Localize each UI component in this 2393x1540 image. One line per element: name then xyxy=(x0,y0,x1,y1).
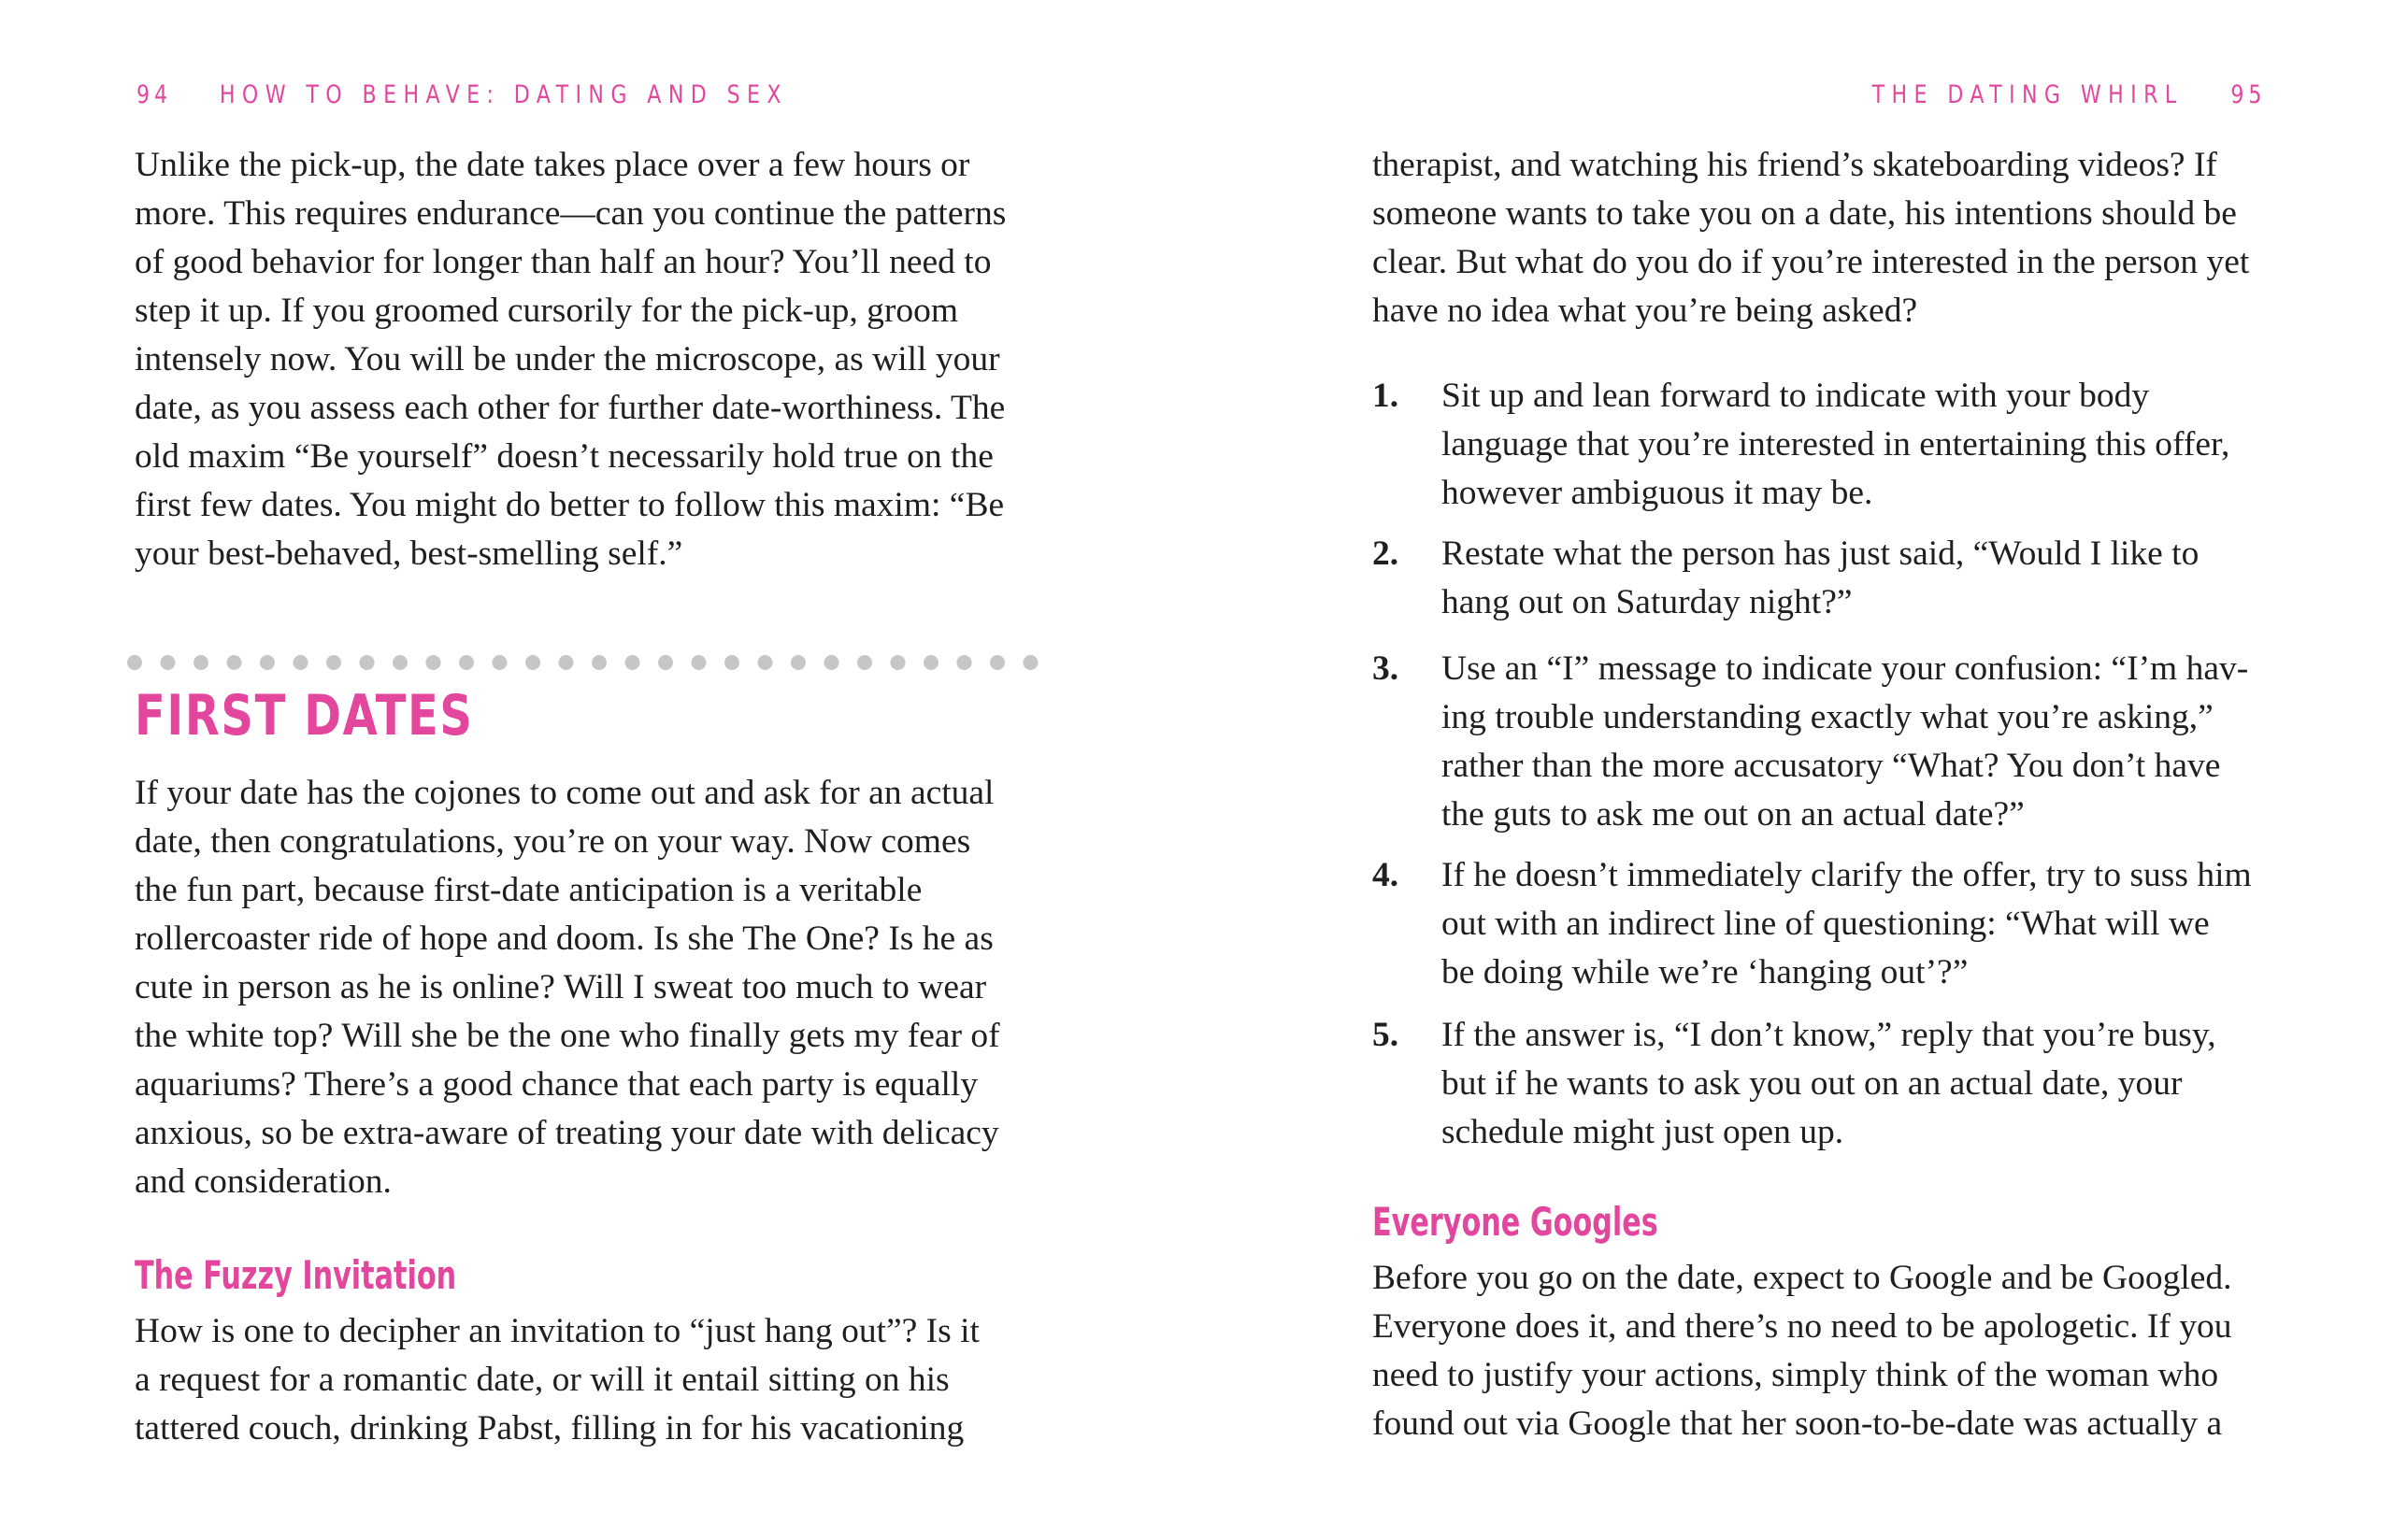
divider-dot xyxy=(426,655,441,670)
step-number: 2. xyxy=(1372,535,1399,573)
divider-dot xyxy=(161,655,176,670)
divider-dot xyxy=(193,655,208,670)
step-text xyxy=(1441,530,2199,627)
text-line: Everyone does it, and there’s no need to be apologetic. If you xyxy=(1372,1307,2232,1346)
text-line: intensely now. You will be under the microscope, as will your xyxy=(135,340,1000,378)
divider-dot xyxy=(227,655,242,670)
text-line: of good behavior for longer than half an hour? You’ll need to xyxy=(135,243,992,281)
text-line: a request for a romantic date, or will it entail sitting on his xyxy=(135,1361,950,1399)
text-line: If the answer is, “I don’t know,” reply that you’re busy, xyxy=(1441,1016,2216,1054)
text-line: If your date has the cojones to come out and ask for an actual xyxy=(135,774,995,812)
right-intro-paragraph xyxy=(1372,141,2249,335)
text-line: be doing while we’re ‘hanging out’?” xyxy=(1441,953,1969,991)
step-text xyxy=(1441,645,2248,839)
text-line: someone wants to take you on a date, his intentions should be xyxy=(1372,194,2237,233)
divider-dot xyxy=(260,655,275,670)
subhead-everyone-googles: Everyone Googles xyxy=(1372,1199,1658,1245)
text-line: however ambiguous it may be. xyxy=(1441,474,1873,512)
text-line: the fun part, because first-date anticipation is a veritable xyxy=(135,871,923,909)
divider-dot xyxy=(525,655,540,670)
text-line: Restate what the person has just said, “Would I like to xyxy=(1441,535,2200,573)
step-text xyxy=(1441,1011,2216,1157)
left-page xyxy=(0,0,1196,1540)
left-running-head-title: HOW TO BEHAVE: DATING AND SEX xyxy=(219,80,788,109)
text-line: but if he wants to ask you out on an actual date, your xyxy=(1441,1064,2183,1103)
text-line: more. This requires endurance—can you continue the patterns xyxy=(135,194,1007,233)
divider-dot xyxy=(824,655,839,670)
text-line: rather than the more accusatory “What? You don’t have xyxy=(1441,747,2221,785)
right-running-head xyxy=(1871,80,2266,109)
text-line: Use an “I” message to indicate your confusion: “I’m hav- xyxy=(1441,649,2249,688)
text-line: found out via Google that her soon-to-be-date was actually a xyxy=(1372,1405,2223,1443)
step-text xyxy=(1441,851,2252,997)
divider-dot xyxy=(294,655,308,670)
text-line: rollercoaster ride of hope and doom. Is she The One? Is he as xyxy=(135,920,994,958)
text-line: date, then congratulations, you’re on your way. Now comes xyxy=(135,822,971,861)
divider-dot xyxy=(1024,655,1039,670)
step-number: 4. xyxy=(1372,856,1399,894)
everyone-googles-paragraph xyxy=(1372,1254,2232,1448)
first-dates-paragraph xyxy=(135,769,1000,1206)
divider-dot xyxy=(360,655,375,670)
text-line: first few dates. You might do better to follow this maxim: “Be xyxy=(135,486,1005,524)
left-intro-paragraph xyxy=(135,141,1006,578)
divider-dot xyxy=(559,655,574,670)
right-page-number: 95 xyxy=(2229,80,2266,109)
right-page xyxy=(1196,0,2393,1540)
divider-dot xyxy=(724,655,739,670)
divider-dot xyxy=(625,655,640,670)
divider-dot xyxy=(493,655,508,670)
text-line: the white top? Will she be the one who finally gets my fear of xyxy=(135,1017,1000,1055)
text-line: cute in person as he is online? Will I sweat too much to wear xyxy=(135,968,987,1006)
text-line: the guts to ask me out on an actual date?” xyxy=(1441,795,2025,834)
divider-dot xyxy=(857,655,872,670)
left-page-number: 94 xyxy=(136,80,173,109)
step-number: 1. xyxy=(1372,377,1399,415)
text-line: How is one to decipher an invitation to “just hang out”? Is it xyxy=(135,1312,980,1350)
list-item xyxy=(1372,372,2229,518)
text-line: clear. But what do you do if you’re interested in the person yet xyxy=(1372,243,2250,281)
text-line: and consideration. xyxy=(135,1162,392,1201)
divider-dot xyxy=(891,655,906,670)
right-running-head-title: THE DATING WHIRL xyxy=(1871,80,2184,109)
divider-dot xyxy=(924,655,939,670)
fuzzy-invitation-paragraph xyxy=(135,1307,980,1453)
divider-dot xyxy=(459,655,474,670)
divider-dot xyxy=(326,655,341,670)
list-item xyxy=(1372,530,2199,627)
text-line: ing trouble understanding exactly what you’re asking,” xyxy=(1441,698,2214,736)
text-line: your best-behaved, best-smelling self.” xyxy=(135,535,683,573)
step-number: 5. xyxy=(1372,1016,1399,1054)
text-line: step it up. If you groomed cursorily for the pick-up, groom xyxy=(135,292,959,330)
subhead-fuzzy-invitation: The Fuzzy Invitation xyxy=(135,1252,457,1298)
list-item xyxy=(1372,1011,2216,1157)
text-line: tattered couch, drinking Pabst, filling in for his vacationing xyxy=(135,1409,965,1447)
divider-dot xyxy=(658,655,673,670)
list-item xyxy=(1372,851,2252,997)
text-line: language that you’re interested in entertaining this offer, xyxy=(1441,425,2230,463)
step-text xyxy=(1441,372,2229,518)
text-line: If he doesn’t immediately clarify the offer, try to suss him xyxy=(1441,856,2252,894)
text-line: hang out on Saturday night?” xyxy=(1441,583,1853,621)
text-line: schedule might just open up. xyxy=(1441,1113,1844,1151)
divider-dot xyxy=(758,655,773,670)
text-line: date, as you assess each other for further date-worthiness. The xyxy=(135,389,1006,427)
text-line: have no idea what you’re being asked? xyxy=(1372,292,1918,330)
text-line: aquariums? There’s a good chance that each party is equally xyxy=(135,1065,979,1104)
divider-dot xyxy=(692,655,707,670)
divider-dot xyxy=(990,655,1005,670)
text-line: old maxim “Be yourself” doesn’t necessarily hold true on the xyxy=(135,437,994,476)
divider-dot xyxy=(592,655,607,670)
divider-dot xyxy=(127,655,142,670)
section-title-first-dates: FIRST DATES xyxy=(135,683,474,749)
text-line: out with an indirect line of questioning: “What will we xyxy=(1441,905,2210,943)
divider-dot xyxy=(957,655,972,670)
text-line: Before you go on the date, expect to Google and be Googled. xyxy=(1372,1259,2232,1297)
dotted-divider xyxy=(127,653,1049,672)
step-number: 3. xyxy=(1372,649,1399,688)
list-item xyxy=(1372,645,2248,839)
left-running-head xyxy=(136,80,788,109)
text-line: anxious, so be extra-aware of treating your date with delicacy xyxy=(135,1114,999,1152)
divider-dot xyxy=(393,655,408,670)
text-line: therapist, and watching his friend’s skateboarding videos? If xyxy=(1372,146,2217,184)
divider-dot xyxy=(791,655,806,670)
text-line: Sit up and lean forward to indicate with your body xyxy=(1441,377,2150,415)
text-line: Unlike the pick-up, the date takes place over a few hours or xyxy=(135,146,970,184)
text-line: need to justify your actions, simply think of the woman who xyxy=(1372,1356,2219,1394)
